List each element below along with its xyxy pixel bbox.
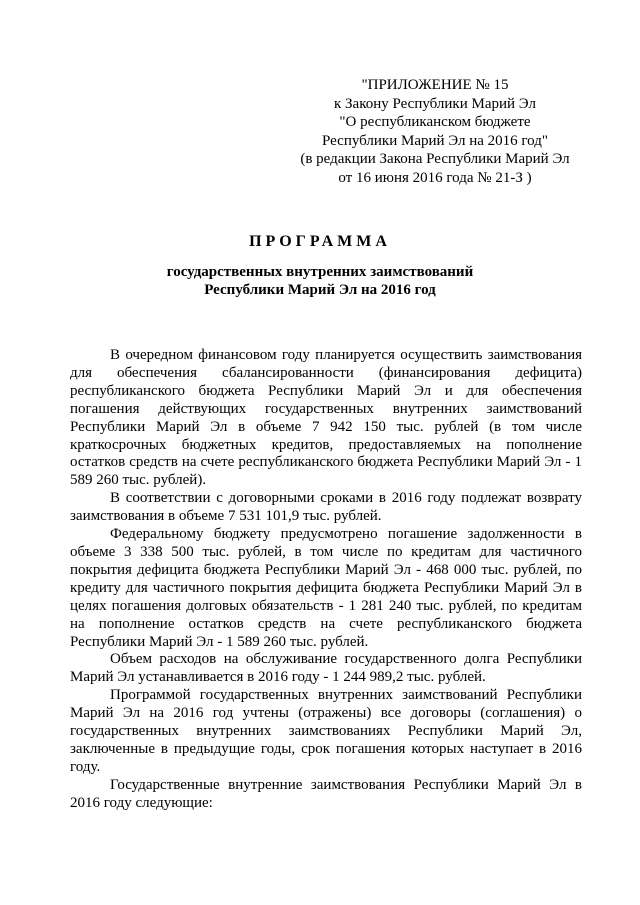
appendix-header-line: "ПРИЛОЖЕНИЕ № 15: [361, 77, 509, 93]
subtitle-line: Республики Марий Эл на 2016 год: [204, 282, 436, 298]
subtitle-line: государственных внутренних заимствований: [166, 264, 474, 280]
appendix-header-line: (в редакции Закона Республики Марий Эл: [300, 151, 570, 168]
appendix-header-line: от 16 июня 2016 года № 21-З ): [338, 169, 532, 186]
body-paragraph: Федеральному бюджету предусмотрено погашение задолженности в объеме 3 338 500 тыс. рублей, в том числе по кредитам для частичного покрытия дефицита бюджета Республики Марий Эл - 468 000 тыс. рублей, по кредиту для частичного покрытия дефицита бюджета Республики Марий Эл в целях погашения долговых обязательств - 1 281 240 тыс. рублей, по кредитам на пополнение остатков средств на счете республиканского бюджета Республики Марий Эл - 1 589 260 тыс. рублей.: [70, 526, 582, 650]
body-paragraph: Государственные внутренние заимствования Республики Марий Эл в 2016 году следующие:: [70, 776, 582, 811]
body-paragraph: Объем расходов на обслуживание государственного долга Республики Марий Эл устанавливается в 2016 году - 1 244 989,2 тыс. рублей.: [70, 651, 582, 686]
body-paragraph: В соответствии с договорными сроками в 2016 году подлежат возврату заимствования в объеме 7 531 101,9 тыс. рублей.: [70, 490, 582, 525]
body-paragraph: В очередном финансовом году планируется осуществить заимствования для обеспечения сбалансированности (финансирования дефицита) республиканского бюджета Республики Марий Эл и для обеспечения погашения действующих государственных внутренних заимствований Республики Марий Эл в объеме 7 942 150 тыс. рублей (в том числе краткосрочных бюджетных кредитов, предоставляемых на пополнение остатков средств на счете республиканского бюджета Республики Марий Эл - 1 589 260 тыс. рублей).: [70, 347, 582, 489]
document-title: ПРОГРАММА: [249, 233, 391, 250]
appendix-header-line: Республики Марий Эл на 2016 год": [321, 132, 549, 149]
document-subtitle: [0, 263, 640, 299]
body-paragraph: Программой государственных внутренних заимствований Республики Марий Эл на 2016 год учтены (отражены) все договоры (соглашения) о государственных внутренних заимствованиях Республики Марий Эл, заключенные в предыдущие годы, срок погашения которых наступает в 2016 году.: [70, 687, 582, 775]
appendix-header: [280, 76, 590, 188]
appendix-header-line: к Закону Республики Марий Эл: [333, 95, 536, 112]
document-body: [70, 347, 582, 813]
appendix-header-line: "О республиканском бюджете: [339, 114, 531, 131]
